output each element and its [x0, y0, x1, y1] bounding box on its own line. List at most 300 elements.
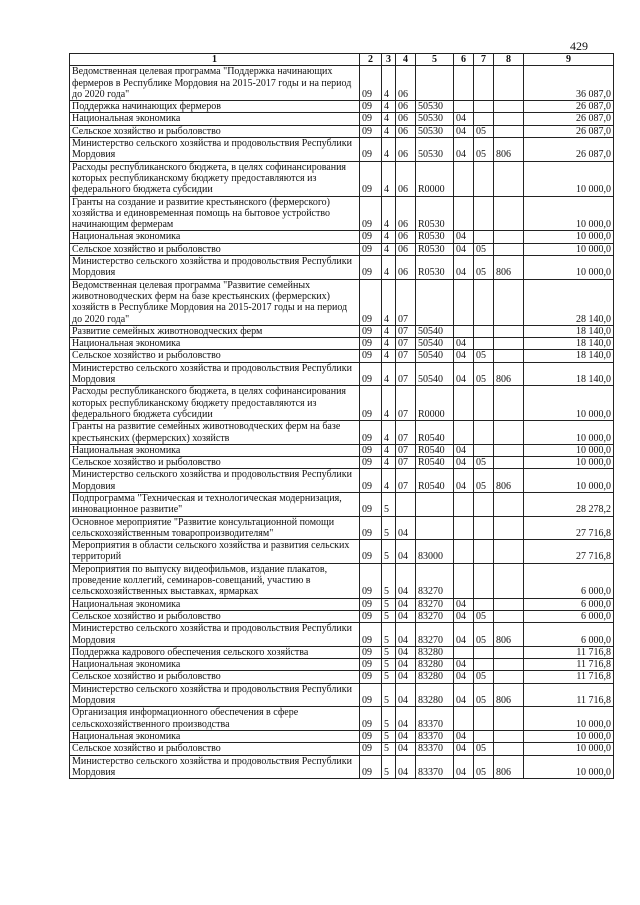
code-cell: 09 [360, 101, 382, 113]
code-cell: 83270 [416, 610, 454, 622]
amount-cell: 10 000,0 [524, 730, 614, 742]
table-row [70, 231, 614, 243]
code-cell: 04 [454, 683, 474, 707]
code-cell: 50540 [416, 350, 454, 362]
code-cell [494, 279, 524, 325]
amount-cell: 10 000,0 [524, 457, 614, 469]
code-cell [454, 516, 474, 540]
code-cell: 07 [396, 444, 416, 456]
code-cell: 06 [396, 161, 416, 196]
code-cell [474, 730, 494, 742]
table-row [70, 755, 614, 779]
code-cell: 09 [360, 563, 382, 598]
amount-cell: 26 087,0 [524, 125, 614, 137]
code-cell: 5 [382, 671, 396, 683]
code-cell: 07 [396, 350, 416, 362]
table-row [70, 457, 614, 469]
code-cell [474, 707, 494, 731]
amount-cell: 10 000,0 [524, 196, 614, 231]
row-name-cell: Сельское хозяйство и рыболовство [70, 125, 360, 137]
code-cell: 5 [382, 516, 396, 540]
code-cell: 09 [360, 66, 382, 101]
page-number: 429 [570, 39, 588, 53]
code-cell: 05 [474, 125, 494, 137]
code-cell: 09 [360, 338, 382, 350]
code-cell: 07 [396, 362, 416, 386]
code-cell: 05 [474, 755, 494, 779]
code-cell: 806 [494, 256, 524, 280]
code-cell [454, 707, 474, 731]
code-cell: 09 [360, 325, 382, 337]
code-cell [454, 161, 474, 196]
code-cell: 05 [474, 683, 494, 707]
code-cell [494, 113, 524, 125]
budget-table [69, 53, 614, 779]
row-name-cell: Сельское хозяйство и рыболовство [70, 671, 360, 683]
table-row [70, 671, 614, 683]
code-cell [454, 66, 474, 101]
code-cell: 50540 [416, 325, 454, 337]
code-cell: 4 [382, 161, 396, 196]
code-cell: 83280 [416, 671, 454, 683]
table-row [70, 350, 614, 362]
amount-cell: 10 000,0 [524, 707, 614, 731]
code-cell: 4 [382, 138, 396, 162]
amount-cell: 6 000,0 [524, 598, 614, 610]
amount-cell: 10 000,0 [524, 161, 614, 196]
code-cell [474, 659, 494, 671]
code-cell: 04 [396, 610, 416, 622]
code-cell: 04 [454, 138, 474, 162]
code-cell: 05 [474, 256, 494, 280]
code-cell: 04 [454, 755, 474, 779]
row-name-cell: Министерство сельского хозяйства и продовольствия Республики Мордовия [70, 362, 360, 386]
code-cell: R0000 [416, 161, 454, 196]
code-cell: 07 [396, 325, 416, 337]
row-name-cell: Национальная экономика [70, 444, 360, 456]
code-cell: 806 [494, 755, 524, 779]
amount-cell: 11 716,8 [524, 659, 614, 671]
code-cell [494, 243, 524, 255]
table-row [70, 196, 614, 231]
amount-cell: 18 140,0 [524, 362, 614, 386]
code-cell: 04 [396, 563, 416, 598]
code-cell: 5 [382, 540, 396, 564]
code-cell [494, 707, 524, 731]
column-header: 8 [494, 54, 524, 66]
amount-cell: 10 000,0 [524, 231, 614, 243]
code-cell [474, 646, 494, 658]
code-cell: 4 [382, 66, 396, 101]
code-cell [454, 540, 474, 564]
code-cell: 04 [454, 659, 474, 671]
code-cell: 4 [382, 457, 396, 469]
code-cell: 04 [396, 755, 416, 779]
table-row [70, 243, 614, 255]
row-name-cell: Министерство сельского хозяйства и продовольствия Республики Мордовия [70, 138, 360, 162]
code-cell [416, 279, 454, 325]
code-cell: 09 [360, 598, 382, 610]
code-cell: 4 [382, 362, 396, 386]
code-cell: 09 [360, 161, 382, 196]
code-cell: 4 [382, 421, 396, 445]
table-row [70, 492, 614, 516]
code-cell: 4 [382, 469, 396, 493]
code-cell: 09 [360, 646, 382, 658]
row-name-cell: Поддержка начинающих фермеров [70, 101, 360, 113]
code-cell [454, 421, 474, 445]
code-cell: 04 [396, 743, 416, 755]
code-cell: 09 [360, 362, 382, 386]
amount-cell: 26 087,0 [524, 138, 614, 162]
code-cell: R0530 [416, 196, 454, 231]
code-cell [454, 325, 474, 337]
code-cell [474, 101, 494, 113]
code-cell [494, 66, 524, 101]
amount-cell: 10 000,0 [524, 386, 614, 421]
row-name-cell: Ведомственная целевая программа "Развитие семейных животноводческих ферм на базе крестьянских (фермерских) хозяйств в Республике Мордовия на 2015-2017 годы и на период до 2020 года" [70, 279, 360, 325]
code-cell: 50530 [416, 101, 454, 113]
amount-cell: 10 000,0 [524, 755, 614, 779]
row-name-cell: Национальная экономика [70, 231, 360, 243]
table-row [70, 338, 614, 350]
code-cell [474, 444, 494, 456]
code-cell: 04 [396, 707, 416, 731]
table-row [70, 444, 614, 456]
amount-cell: 27 716,8 [524, 516, 614, 540]
code-cell: 04 [454, 113, 474, 125]
code-cell: 83280 [416, 659, 454, 671]
code-cell: 83370 [416, 730, 454, 742]
code-cell: 04 [454, 350, 474, 362]
code-cell: 07 [396, 421, 416, 445]
amount-cell: 6 000,0 [524, 623, 614, 647]
code-cell: 4 [382, 196, 396, 231]
table-row [70, 325, 614, 337]
code-cell [474, 338, 494, 350]
table-row [70, 113, 614, 125]
code-cell [494, 540, 524, 564]
code-cell: 50540 [416, 362, 454, 386]
code-cell [474, 540, 494, 564]
amount-cell: 18 140,0 [524, 350, 614, 362]
code-cell: 04 [454, 243, 474, 255]
code-cell: 09 [360, 444, 382, 456]
code-cell: 09 [360, 730, 382, 742]
code-cell: 09 [360, 256, 382, 280]
column-header: 6 [454, 54, 474, 66]
row-name-cell: Национальная экономика [70, 113, 360, 125]
code-cell [494, 610, 524, 622]
amount-cell: 6 000,0 [524, 563, 614, 598]
code-cell: 04 [396, 540, 416, 564]
code-cell: 4 [382, 325, 396, 337]
code-cell: 05 [474, 671, 494, 683]
code-cell [494, 516, 524, 540]
column-header: 5 [416, 54, 454, 66]
amount-cell: 28 278,2 [524, 492, 614, 516]
code-cell [474, 492, 494, 516]
code-cell: 806 [494, 138, 524, 162]
code-cell: 83270 [416, 598, 454, 610]
code-cell: 83370 [416, 707, 454, 731]
code-cell [494, 598, 524, 610]
code-cell: 83280 [416, 683, 454, 707]
row-name-cell: Мероприятия по выпуску видеофильмов, издание плакатов, проведение коллегий, семинаров-совещаний, участию в сельскохозяйственных выставках, ярмарках [70, 563, 360, 598]
code-cell: 5 [382, 646, 396, 658]
code-cell: 09 [360, 707, 382, 731]
code-cell [454, 563, 474, 598]
code-cell: 5 [382, 743, 396, 755]
code-cell: 09 [360, 231, 382, 243]
code-cell [474, 113, 494, 125]
code-cell: 09 [360, 386, 382, 421]
code-cell [454, 196, 474, 231]
code-cell: 07 [396, 457, 416, 469]
code-cell: 806 [494, 362, 524, 386]
row-name-cell: Поддержка кадрового обеспечения сельского хозяйства [70, 646, 360, 658]
amount-cell: 27 716,8 [524, 540, 614, 564]
code-cell: 09 [360, 755, 382, 779]
table-row [70, 161, 614, 196]
code-cell: 5 [382, 659, 396, 671]
code-cell: 04 [454, 444, 474, 456]
code-cell: R0530 [416, 231, 454, 243]
header-row [70, 54, 614, 66]
code-cell: 4 [382, 125, 396, 137]
code-cell: 4 [382, 338, 396, 350]
code-cell: 4 [382, 386, 396, 421]
column-header: 9 [524, 54, 614, 66]
code-cell: 09 [360, 138, 382, 162]
code-cell: 06 [396, 125, 416, 137]
code-cell: 04 [396, 659, 416, 671]
table-row [70, 563, 614, 598]
column-header: 3 [382, 54, 396, 66]
code-cell: 5 [382, 623, 396, 647]
code-cell: 05 [474, 469, 494, 493]
row-name-cell: Подпрограмма "Техническая и технологическая модернизация, инновационное развитие" [70, 492, 360, 516]
amount-cell: 26 087,0 [524, 101, 614, 113]
code-cell: 5 [382, 610, 396, 622]
code-cell: 05 [474, 243, 494, 255]
code-cell: 06 [396, 243, 416, 255]
row-name-cell: Мероприятия в области сельского хозяйства и развития сельских территорий [70, 540, 360, 564]
code-cell: 4 [382, 113, 396, 125]
row-name-cell: Национальная экономика [70, 730, 360, 742]
amount-cell: 10 000,0 [524, 743, 614, 755]
amount-cell: 26 087,0 [524, 113, 614, 125]
amount-cell: 10 000,0 [524, 444, 614, 456]
code-cell [494, 730, 524, 742]
code-cell: 04 [396, 516, 416, 540]
table-row [70, 256, 614, 280]
column-header: 2 [360, 54, 382, 66]
table-row [70, 101, 614, 113]
code-cell: 04 [396, 646, 416, 658]
amount-cell: 11 716,8 [524, 671, 614, 683]
code-cell [494, 444, 524, 456]
code-cell: 05 [474, 623, 494, 647]
code-cell: 07 [396, 469, 416, 493]
code-cell [474, 421, 494, 445]
code-cell [494, 325, 524, 337]
code-cell: 50530 [416, 125, 454, 137]
code-cell [454, 386, 474, 421]
table-row [70, 138, 614, 162]
table-row [70, 730, 614, 742]
table-row [70, 707, 614, 731]
code-cell [494, 671, 524, 683]
code-cell: 06 [396, 113, 416, 125]
amount-cell: 10 000,0 [524, 421, 614, 445]
row-name-cell: Сельское хозяйство и рыболовство [70, 610, 360, 622]
code-cell [396, 492, 416, 516]
code-cell: 09 [360, 671, 382, 683]
code-cell [454, 279, 474, 325]
row-name-cell: Национальная экономика [70, 659, 360, 671]
code-cell: 07 [396, 279, 416, 325]
code-cell: 4 [382, 350, 396, 362]
code-cell [494, 743, 524, 755]
code-cell [494, 421, 524, 445]
row-name-cell: Расходы республиканского бюджета, в целях софинансирования которых республиканскому бюджету предоставляются из федерального бюджета субсидии [70, 161, 360, 196]
column-header: 7 [474, 54, 494, 66]
row-name-cell: Сельское хозяйство и рыболовство [70, 243, 360, 255]
code-cell [416, 66, 454, 101]
code-cell: 09 [360, 113, 382, 125]
row-name-cell: Сельское хозяйство и рыболовство [70, 743, 360, 755]
row-name-cell: Министерство сельского хозяйства и продовольствия Республики Мордовия [70, 623, 360, 647]
code-cell: R0540 [416, 444, 454, 456]
code-cell: 04 [454, 457, 474, 469]
code-cell: 83370 [416, 755, 454, 779]
code-cell [474, 325, 494, 337]
code-cell: 09 [360, 743, 382, 755]
table-row [70, 540, 614, 564]
code-cell [494, 231, 524, 243]
table-row [70, 516, 614, 540]
table-row [70, 279, 614, 325]
code-cell [494, 457, 524, 469]
row-name-cell: Министерство сельского хозяйства и продовольствия Республики Мордовия [70, 683, 360, 707]
code-cell: 50540 [416, 338, 454, 350]
code-cell [474, 66, 494, 101]
code-cell: 06 [396, 196, 416, 231]
code-cell: 5 [382, 598, 396, 610]
code-cell: 04 [454, 469, 474, 493]
table-row [70, 683, 614, 707]
code-cell: 83000 [416, 540, 454, 564]
code-cell: 50530 [416, 113, 454, 125]
table-row [70, 386, 614, 421]
code-cell: 07 [396, 338, 416, 350]
code-cell: 04 [454, 730, 474, 742]
table-row [70, 598, 614, 610]
code-cell: 09 [360, 683, 382, 707]
row-name-cell: Организация информационного обеспечения в сфере сельскохозяйственного производства [70, 707, 360, 731]
table-row [70, 646, 614, 658]
code-cell [454, 101, 474, 113]
code-cell [494, 161, 524, 196]
amount-cell: 6 000,0 [524, 610, 614, 622]
code-cell: 05 [474, 610, 494, 622]
code-cell [494, 101, 524, 113]
code-cell: 05 [474, 743, 494, 755]
code-cell: 5 [382, 563, 396, 598]
table-row [70, 610, 614, 622]
code-cell: 06 [396, 256, 416, 280]
table-row [70, 66, 614, 101]
code-cell [474, 161, 494, 196]
code-cell: 07 [396, 386, 416, 421]
table-row [70, 362, 614, 386]
row-name-cell: Гранты на создание и развитие крестьянского (фермерского) хозяйства и единовременная помощь на бытовое устройство начинающим фермерам [70, 196, 360, 231]
code-cell [494, 659, 524, 671]
table-row [70, 469, 614, 493]
code-cell: 5 [382, 683, 396, 707]
code-cell: 04 [454, 610, 474, 622]
code-cell: 05 [474, 138, 494, 162]
amount-cell: 10 000,0 [524, 243, 614, 255]
code-cell: 4 [382, 231, 396, 243]
code-cell: 4 [382, 444, 396, 456]
code-cell: 09 [360, 623, 382, 647]
amount-cell: 10 000,0 [524, 256, 614, 280]
code-cell: 806 [494, 469, 524, 493]
code-cell [474, 279, 494, 325]
code-cell: 06 [396, 66, 416, 101]
amount-cell: 18 140,0 [524, 338, 614, 350]
code-cell [474, 196, 494, 231]
code-cell [494, 646, 524, 658]
code-cell: 806 [494, 623, 524, 647]
code-cell: 04 [396, 683, 416, 707]
code-cell: 50530 [416, 138, 454, 162]
row-name-cell: Расходы республиканского бюджета, в целях софинансирования которых республиканскому бюджету предоставляются из федерального бюджета субсидии [70, 386, 360, 421]
row-name-cell: Сельское хозяйство и рыболовство [70, 457, 360, 469]
code-cell: R0540 [416, 469, 454, 493]
code-cell: 04 [454, 125, 474, 137]
code-cell [454, 646, 474, 658]
code-cell: 5 [382, 492, 396, 516]
amount-cell: 10 000,0 [524, 469, 614, 493]
amount-cell: 11 716,8 [524, 683, 614, 707]
code-cell: 05 [474, 362, 494, 386]
code-cell: 09 [360, 125, 382, 137]
code-cell: 04 [396, 730, 416, 742]
code-cell: 4 [382, 279, 396, 325]
code-cell: 4 [382, 101, 396, 113]
code-cell: 04 [396, 623, 416, 647]
code-cell: 04 [454, 338, 474, 350]
code-cell: 09 [360, 457, 382, 469]
amount-cell: 18 140,0 [524, 325, 614, 337]
row-name-cell: Развитие семейных животноводческих ферм [70, 325, 360, 337]
code-cell [416, 516, 454, 540]
code-cell: 09 [360, 350, 382, 362]
code-cell: 5 [382, 755, 396, 779]
column-header: 1 [70, 54, 360, 66]
code-cell [474, 598, 494, 610]
row-name-cell: Министерство сельского хозяйства и продовольствия Республики Мордовия [70, 469, 360, 493]
code-cell: 4 [382, 256, 396, 280]
code-cell [494, 125, 524, 137]
code-cell: 09 [360, 610, 382, 622]
code-cell: 09 [360, 492, 382, 516]
code-cell: 04 [454, 256, 474, 280]
code-cell: 5 [382, 707, 396, 731]
